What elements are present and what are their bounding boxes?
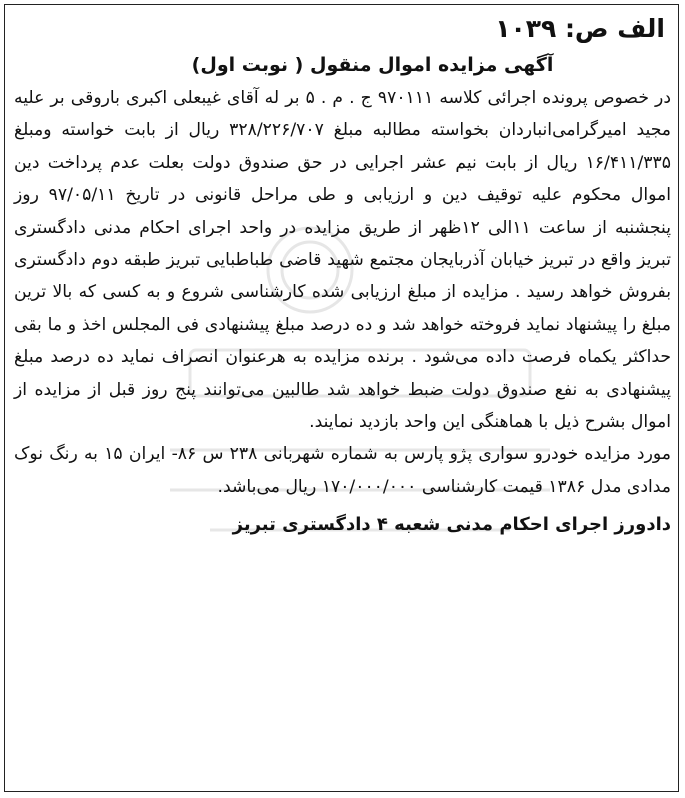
issuer-signature: دادورز اجرای احکام مدنی شعبه ۴ دادگستری تبریز [232, 514, 671, 536]
reference-number: الف ص: ۱۰۳۹ [495, 14, 665, 43]
auction-notice [14, 10, 671, 543]
auction-item-description: مورد مزایده خودرو سواری پژو پارس به شماره شهربانی ۲۳۸ س ۸۶- ایران ۱۵ به رنگ نوک مدادی مدل ۱۳۸۶ قیمت کارشناسی ۱۷۰/۰۰۰/۰۰۰ ریال می‌باشد. [14, 444, 671, 497]
notice-body: در خصوص پرونده اجرائی کلاسه ۹۷۰۱۱۱ ج . م . ۵ بر له آقای غیبعلی اکبری باروقی بر علیه مجید امیرگرامی‌انباردان بخواسته مطالبه مبلغ ۳۲۸/۲۲۶/۷۰۷ ریال از بابت خواسته ومبلغ ۱۶/۴۱۱/۳۳۵ ریال از بابت نیم عشر اجرایی در حق صندوق دولت بعلت عدم پرداخت دین اموال محکوم علیه توقیف دین و ارزیابی و طی مراحل قانونی در تاریخ ۹۷/۰۵/۱۱ روز پنجشنبه از ساعت ۱۱الی ۱۲ظهر از طریق مزایده در واحد اجرای احکام مدنی دادگستری تبریز واقع در تبریز خیابان آذربایجان مجتمع شهید قاضی طباطبایی تبریز طبقه دوم دادگستری بفروش خواهد رسید . مزایده از مبلغ ارزیابی شده کارشناسی شروع و به کسی که بالا ترین مبلغ را پیشنهاد نماید فروخته خواهد شد و ده درصد مبلغ پیشنهادی فی المجلس اخذ و ما بقی حداکثر یکماه فرصت داده می‌شود . برنده مزایده به هرعنوان انصراف نماید ده درصد مبلغ پیشنهادی به نفع صندوق دولت ضبط خواهد شد طالبین می‌توانند پنج روز قبل از مزایده از اموال بشرح ذیل با هماهنگی این واحد بازدید نمایند. [14, 88, 672, 433]
notice-title: آگهی مزایده اموال منقول ( نوبت اول) [191, 54, 554, 76]
